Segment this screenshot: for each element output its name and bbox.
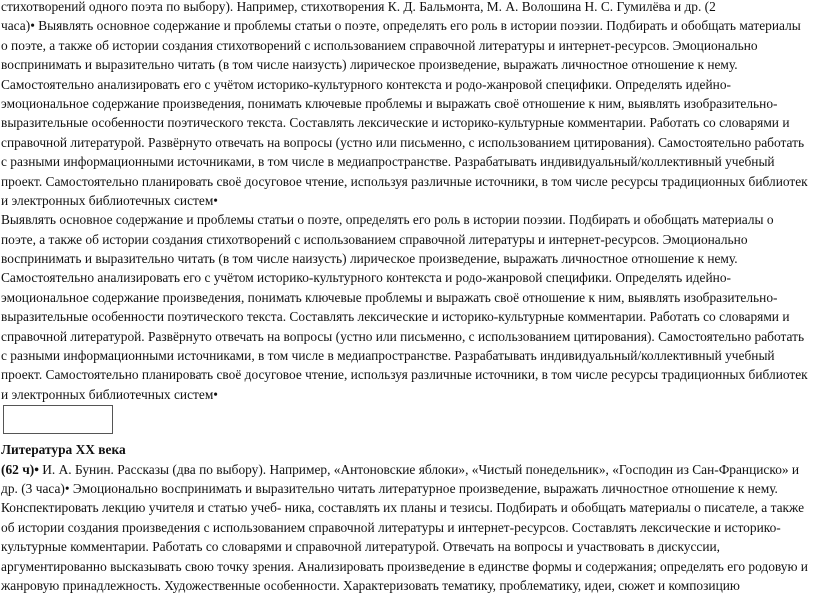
text-line: воспринимать и выразительно читать (в том числе наизусть) лирическое произведение, выражать личностное отношение к нему. bbox=[1, 57, 738, 73]
paragraph-block-2 bbox=[1, 210, 813, 404]
section-heading: Литература XX века bbox=[1, 442, 126, 458]
text-line: поэте, а также об истории создания стихотворений с использованием справочной литературы и интернет-ресурсов. Эмоционально bbox=[1, 231, 748, 247]
text-line: выразительные особенности поэтического текста. Составлять лексические и историко-культурные комментарии. Работать со словарями и bbox=[1, 309, 790, 325]
text-line: проект. Самостоятельно планировать своё досуговое чтение, используя различные источники, в том числе ресурсы традиционных библиотек bbox=[1, 367, 808, 383]
hours-label: (62 ч)• bbox=[1, 461, 39, 477]
text-line: справочной литературой. Развёрнуто отвечать на вопросы (устно или письменно, с использованием цитирования). Самостоятельно работать bbox=[1, 134, 805, 150]
paragraph-block-1 bbox=[1, 0, 813, 210]
text-line: Конспектировать лекцию учителя и статью учеб- ника, составлять их планы и тезисы. Подбирать и обобщать материалы о писателе, а также bbox=[1, 500, 805, 516]
text-line: стихотворений одного поэта по выбору). Например, стихотворения К. Д. Бальмонта, М. А. Волошина Н. С. Гумилёва и др. (2 bbox=[1, 0, 716, 14]
text-line: выразительные особенности поэтического текста. Составлять лексические и историко-культурные комментарии. Работать со словарями и bbox=[1, 115, 790, 131]
text-line: и электронных библиотечных систем• bbox=[1, 386, 218, 402]
text-line: с разными информационными источниками, в том числе в медиапространстве. Разрабатывать индивидуальный/коллективный учебный bbox=[1, 154, 775, 170]
section-literature-20th-century bbox=[1, 440, 813, 595]
text-line: Самостоятельно анализировать его с учётом историко-культурного контекста и родо-жанровой специфики. Определять идейно- bbox=[1, 76, 731, 92]
text-line: справочной литературой. Развёрнуто отвечать на вопросы (устно или письменно, с использованием цитирования). Самостоятельно работать bbox=[1, 328, 805, 344]
text-line: о поэте, а также об истории создания стихотворений с использованием справочной литературы и интернет-ресурсов. Эмоционально bbox=[1, 37, 758, 53]
text-line: аргументированно высказывать свою точку зрения. Анализировать произведение в единстве формы и содержания; определять его родовую и bbox=[1, 558, 808, 574]
text-line: Выявлять основное содержание и проблемы статьи о поэте, определять его роль в истории поэзии. Подбирать и обобщать материалы о bbox=[1, 212, 774, 228]
text-line: культурные комментарии. Работать со словарями и справочной литературой. Отвечать на вопросы и участвовать в дискуссии, bbox=[1, 539, 721, 555]
text-line: с разными информационными источниками, в том числе в медиапространстве. Разрабатывать индивидуальный/коллективный учебный bbox=[1, 348, 775, 364]
text-line: часа)• Выявлять основное содержание и проблемы статьи о поэте, определять его роль в истории поэзии. Подбирать и обобщать материалы bbox=[1, 18, 801, 34]
text-line: эмоциональное содержание произведения, понимать ключевые проблемы и выражать своё отношение к ним, выявлять изобразительно- bbox=[1, 289, 778, 305]
text-line: и электронных библиотечных систем• bbox=[1, 192, 218, 208]
text-line: воспринимать и выразительно читать (в том числе наизусть) лирическое произведение, выражать личностное отношение к нему. bbox=[1, 251, 738, 267]
text-line-rest: И. А. Бунин. Рассказы (два по выбору). Например, «Антоновские яблоки», «Чистый понедельник», «Господин из Сан-Франциско» и bbox=[38, 461, 800, 477]
text-line bbox=[1, 460, 813, 479]
text-line: др. (3 часа)• Эмоционально воспринимать и выразительно читать литературное произведение, выражать личностное отношение к нему. bbox=[1, 480, 778, 496]
text-line: жанровую принадлежность. Художественные особенности. Характеризовать тематику, проблематику, идеи, сюжет и композицию bbox=[1, 577, 740, 593]
text-line: эмоциональное содержание произведения, понимать ключевые проблемы и выражать своё отношение к ним, выявлять изобразительно- bbox=[1, 95, 778, 111]
text-line: проект. Самостоятельно планировать своё досуговое чтение, используя различные источники, в том числе ресурсы традиционных библиотек bbox=[1, 173, 808, 189]
empty-table-cell bbox=[3, 405, 113, 434]
text-line: Самостоятельно анализировать его с учётом историко-культурного контекста и родо-жанровой специфики. Определять идейно- bbox=[1, 270, 731, 286]
text-line: об истории создания произведения с использованием справочной литературы и интернет-ресурсов. Составлять лексические и историко- bbox=[1, 519, 781, 535]
document-page bbox=[1, 0, 813, 595]
